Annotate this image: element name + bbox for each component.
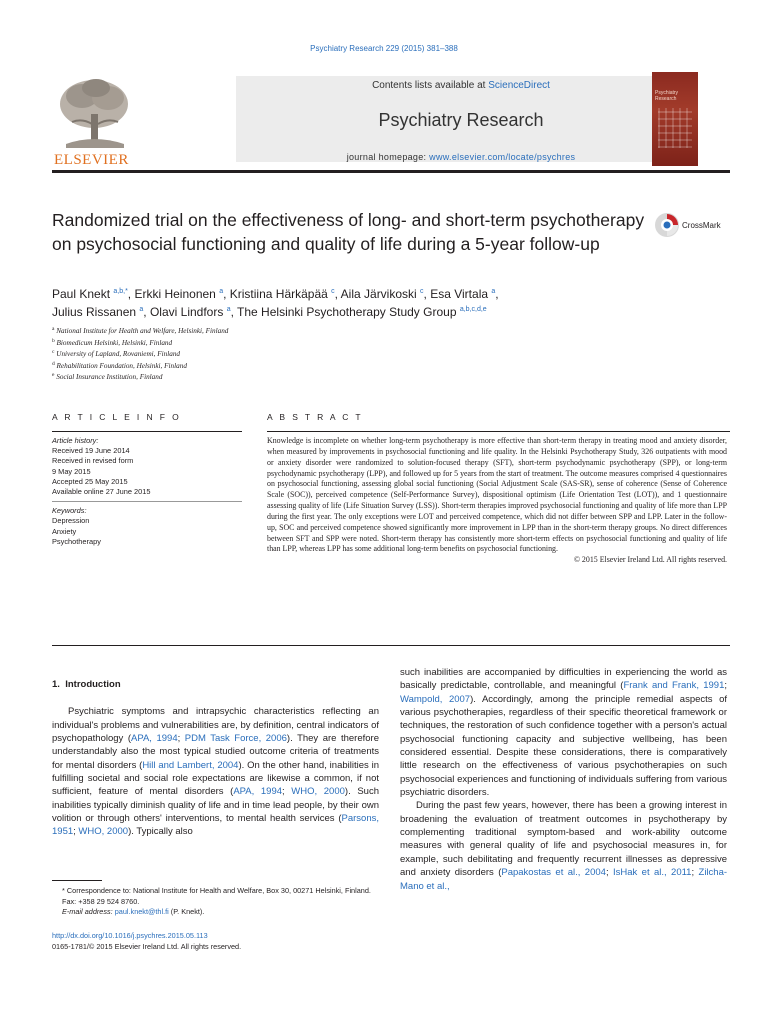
section-heading: 1. Introduction: [52, 679, 121, 690]
body-text: Psychiatric symptoms and intrapsychic characteristics reflecting an individual's problems and vulnerabilities are, by definition, central indicators of psychopathology (: [52, 706, 379, 745]
author[interactable]: Julius Rissanen $^a$: [52, 305, 144, 319]
citation-link[interactable]: Wampold, 2007: [400, 693, 471, 705]
correspondence: * Correspondence to: National Institute for Health and Welfare, Box 30, 00271 Helsinki, Finland. Fax: +358 29 524 8760.: [62, 886, 371, 906]
contents-prefix: Contents lists available at: [372, 80, 489, 91]
affiliation: $^e$ Social Insurance Institution, Finland: [52, 372, 163, 382]
body-text: such inabilities are accompanied by difficulties in experiencing the world as basically predictable, controllable, and meaningful (: [400, 667, 727, 692]
cover-pattern: [658, 108, 692, 148]
body-text: ). On the other hand, inabilities in fulfilling societal and social role expectations are likewise a common, if not sufficient, feature of mental disorders (: [52, 759, 379, 798]
doi-link[interactable]: http://dx.doi.org/10.1016/j.psychres.2015.05.113: [52, 931, 208, 940]
body-text: ;: [177, 733, 185, 745]
article-info: [52, 436, 242, 547]
citation-link[interactable]: IsHak et al., 2011: [612, 867, 692, 879]
body-text: ). They are therefore understandably also the most typical studied outcome criteria of treatments for mental disorders (: [52, 733, 379, 771]
elsevier-tree-logo[interactable]: [52, 74, 140, 166]
citation-link[interactable]: Parsons, 1951: [52, 813, 379, 838]
email-link[interactable]: paul.knekt@thl.fi: [114, 907, 169, 916]
author[interactable]: The Helsinki Psychotherapy Study Group $^{a,b,c,d,e}$: [237, 305, 487, 319]
history-item: 9 May 2015: [52, 466, 91, 476]
affiliation: $^a$ National Institute for Health and Welfare, Helsinki, Finland: [52, 326, 229, 335]
keyword: Depression: [52, 516, 90, 526]
abstract-bottom-rule: [52, 645, 730, 646]
body-column-left: [52, 678, 379, 839]
info-divider: [52, 501, 242, 502]
author[interactable]: Aila Järvikoski $^c$: [340, 287, 424, 301]
citation-link[interactable]: Papakostas et al., 2004: [501, 867, 606, 879]
body-text: ;: [73, 826, 79, 838]
journal-cover-thumbnail[interactable]: [652, 72, 698, 166]
abstract: [267, 436, 727, 566]
history-item: Accepted 25 May 2015: [52, 476, 128, 486]
body-text: ). Accordingly, among the principle remedial aspects of various psychotherapies, regardless of their specific theoretical framework or techniques, the restoration of such confidence together with a person's actual psychosocial functioning capacity and subjective wellbeing, has been considered essential. Despite these considerations, there is comparatively little research on the effectiveness of various psychotherapies on such psychosocial experiences and functioning of individuals suffering from various psychiatric disorders.: [400, 693, 728, 799]
citation-link[interactable]: Frank and Frank, 1991: [623, 680, 725, 692]
cover-title: Psychiatry Research: [655, 90, 679, 102]
citation-link[interactable]: Hill and Lambert, 2004: [142, 759, 239, 771]
homepage-line: [236, 152, 686, 162]
body-column-right: [400, 666, 727, 893]
citation-link[interactable]: Zilcha-Mano et al.,: [400, 867, 728, 892]
author[interactable]: Esa Virtala $^a$: [430, 287, 496, 301]
body-text: ;: [605, 867, 613, 879]
citation-link[interactable]: WHO, 2000: [291, 786, 345, 798]
body-text: ). Such inabilities typically diminish quality of life and in time lead people, by their own volition or through others' interventions, to mental health services (: [52, 786, 380, 825]
header-divider: [52, 170, 730, 173]
history-item: Received in revised form: [52, 456, 134, 466]
article-info-rule: [52, 431, 242, 432]
crossmark-label: CrossMark: [682, 221, 721, 230]
footnote-rule: [52, 880, 102, 881]
history-item: Available online 27 June 2015: [52, 487, 151, 497]
affiliation: $^c$ University of Lapland, Rovaniemi, Finland: [52, 349, 181, 359]
keyword: Anxiety: [52, 526, 77, 536]
citation-link[interactable]: PDM Task Force, 2006: [184, 733, 287, 745]
paragraph: [400, 799, 727, 892]
correspondence-footnote: [52, 886, 382, 918]
author[interactable]: Paul Knekt $^{a,b,*}$: [52, 287, 128, 301]
homepage-prefix: journal homepage:: [346, 152, 430, 162]
journal-reference[interactable]: Psychiatry Research 229 (2015) 381–388: [310, 44, 458, 53]
paragraph: [400, 666, 727, 799]
history-label: Article history:: [52, 436, 99, 445]
author-list: Paul Knekt $^{a,b,*}$, Erkki Heinonen $^a$, Kristiina Härkäpää $^c$, Aila Järvikoski $^c$, Esa Virtala $^a$, Julius Rissanen $^a$, Olavi Lindfors $^a$, The Helsinki Psychotherapy Study Group $^{a,b,c,d,e}$: [52, 287, 499, 319]
homepage-link[interactable]: www.elsevier.com/locate/psychres: [429, 152, 576, 162]
abstract-text: Knowledge is incomplete on whether long-term psychotherapy is more effective than short-term therapy in treating mood and anxiety disorder, when measured by improvements in psychosocial functioning and life quality. In the Helsinki Psychotherapy Study, 326 outpatients with mood or anxiety disorder were randomized to solution-focused therapy (SFT), short-term psychodynamic psychotherapy (SPP), or long-term psychodynamic psychotherapy (LPP), and followed up for 5 years from the start of treatment. The outcome measures comprised 4 questionnaires on psychosocial functioning, assessing global social functioning (Social Adjustment Scale (SAS-SR), sense of coherence (Sense of Coherence Scale (SOC)), perceived competence (Self-Performance Survey), dispositional optimism (Life Orientation Test (LOT)), and 1 questionnaire assessing quality of life (Life Situation Survey (LSS)). Short-term therapies improved psychosocial functioning and quality of life more than LPP during the first year. The only exceptions were LOT and perceived competence, which did not differ between SPP and LPP. Later in the follow-up, SOC and perceived competence showed significantly more improvement in LPP than in the short-term therapy groups. No direct differences between SFT and SPP were noted. Short-term therapy has consistently more short-term effects on psychosocial functioning and quality of life than LPP, whereas LPP has some additional long-term benefits on psychosocial functioning.: [267, 436, 727, 554]
author[interactable]: Kristiina Härkäpää $^c$: [229, 287, 335, 301]
affiliation: $^d$ Rehabilitation Foundation, Helsinki, Finland: [52, 360, 187, 370]
body-text: ;: [724, 680, 727, 692]
elsevier-wordmark: ELSEVIER: [54, 152, 129, 168]
abstract-copyright: © 2015 Elsevier Ireland Ltd. All rights reserved.: [573, 555, 727, 565]
history-item: Received 19 June 2014: [52, 446, 130, 456]
issn-line: 0165-1781/© 2015 Elsevier Ireland Ltd. All rights reserved.: [52, 941, 242, 951]
sciencedirect-link[interactable]: ScienceDirect: [488, 80, 550, 91]
article-info-heading: A R T I C L E I N F O: [52, 412, 182, 422]
article-title: Randomized trial on the effectiveness of long- and short-term psychotherapy on psychosocial functioning and quality of life during a 5-year follow-up: [52, 210, 645, 254]
citation-link[interactable]: APA, 1994: [131, 733, 178, 745]
paragraph: [52, 705, 379, 838]
crossmark-badge[interactable]: [654, 212, 738, 238]
body-text: During the past few years, however, there has been a growing interest in broadening the evaluation of treatment outcomes in psychotherapy by complementing traditional symptom-based and work-ability outcome measures with general quality of life and psychosocial measures in, for example, such debilitating and frequently recurrent illnesses as depressive and anxiety disorders (: [400, 800, 727, 879]
citation-link[interactable]: WHO, 2000: [78, 826, 129, 838]
body-text: ;: [282, 786, 292, 798]
keywords-label: Keywords:: [52, 506, 87, 516]
journal-header: [52, 72, 730, 166]
contents-line: [236, 80, 686, 91]
email-line: E-mail address: paul.knekt@thl.fi (P. Knekt).: [62, 907, 205, 916]
keyword: Psychotherapy: [52, 536, 101, 546]
abstract-rule: [267, 431, 730, 432]
journal-title: Psychiatry Research: [378, 110, 544, 130]
affiliations: [52, 326, 452, 384]
author[interactable]: Erkki Heinonen $^a$: [134, 287, 224, 301]
doi-block: [52, 931, 382, 952]
citation-link[interactable]: APA, 1994: [233, 786, 283, 798]
author[interactable]: Olavi Lindfors $^a$: [149, 305, 231, 319]
body-text: ). Typically also: [128, 826, 193, 838]
crossmark-icon: [654, 212, 680, 238]
body-text: ;: [691, 867, 699, 879]
abstract-heading: A B S T R A C T: [267, 412, 364, 422]
affiliation: $^b$ Biomedicum Helsinki, Helsinki, Finland: [52, 337, 173, 347]
masthead: [236, 76, 686, 162]
